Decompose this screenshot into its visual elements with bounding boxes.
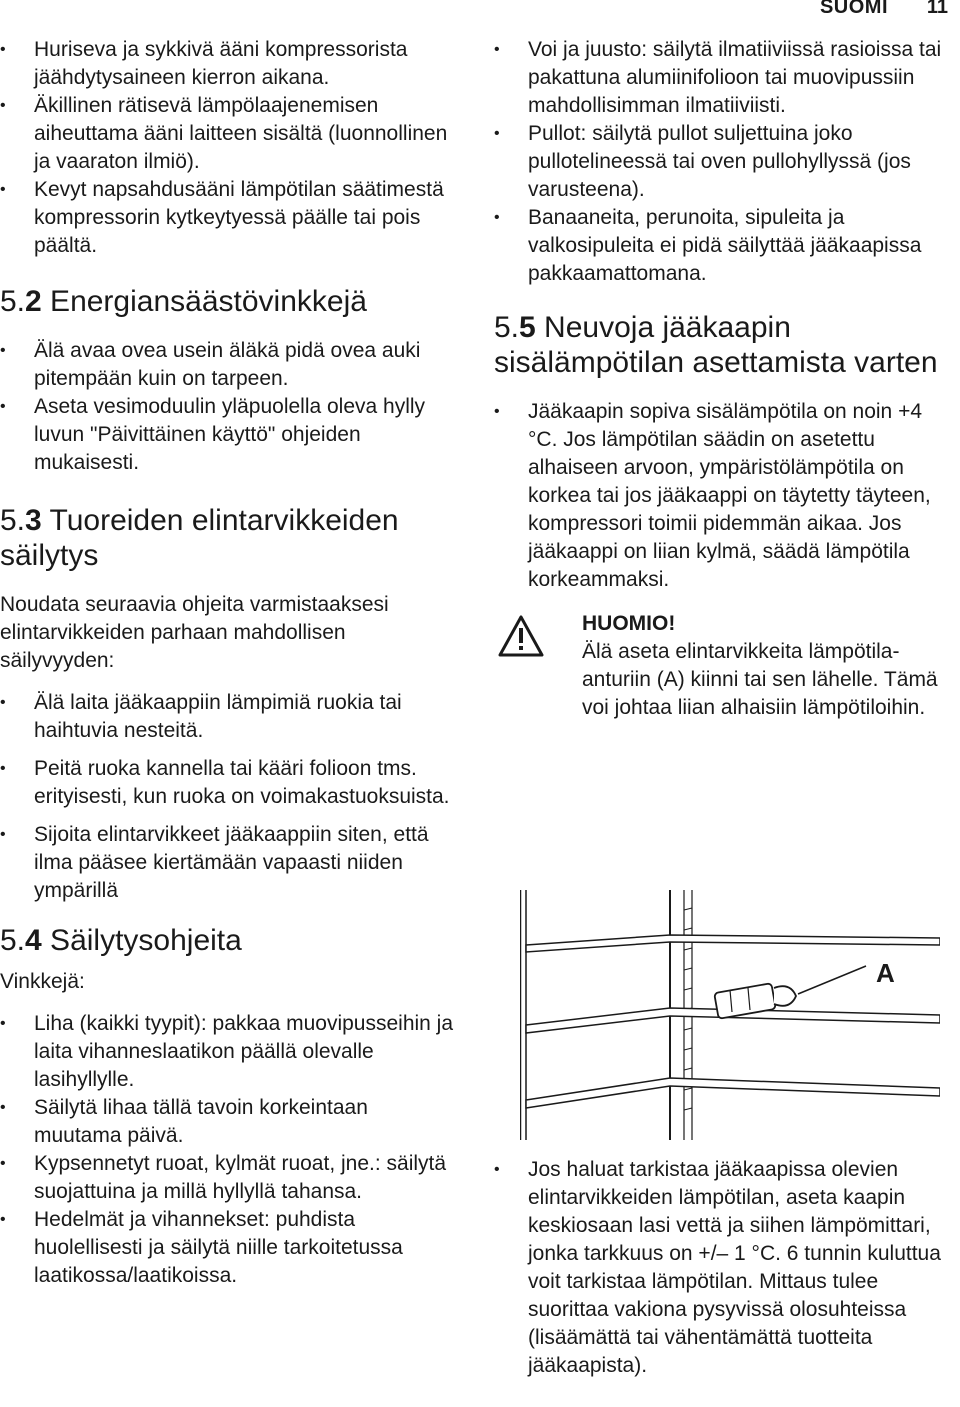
list-item: • Jääkaapin sopiva sisälämpötila on noin +4 °C. Jos lämpötilan säädin on asetettu alhaiseen arvoon, ympäristölämpötila on korkea tai jos jääkaappi on täytetty täyteen, kompressori toimii pidemmän aikaa. Jos jääkaappi on liian kylmä, säädä lämpötila korkeammaksi. — [494, 398, 949, 594]
list-item: • Sijoita elintarvikkeet jääkaappiin siten, että ilma pääsee kiertämään vapaasti niiden ympärillä — [0, 821, 455, 905]
section-intro: Vinkkejä: — [0, 970, 85, 993]
list-item: • Kevyt napsahdusääni lämpötilan säätimestä kompressorin kytkeytyessä päälle tai pois päältä. — [0, 176, 455, 260]
right-column — [494, 36, 949, 722]
warning-text: Älä aseta elintarvikkeita lämpötila-anturiin (A) kiinni tai sen lähelle. Tämä voi johtaa liian alhaisiin lämpötiloihin. — [582, 640, 938, 719]
storage-items-list — [494, 36, 949, 288]
list-item: • Voi ja juusto: säilytä ilmatiiviissä rasioissa tai pakattuna alumiinifolioon tai muovipussiin mahdollisimman ilmatiiviisti. — [494, 36, 949, 120]
temperature-tips-list — [494, 398, 949, 594]
list-item: • Pullot: säilytä pullot suljettuina joko pullotelineessä tai oven pullohyllyssä (jos varusteena). — [494, 120, 949, 204]
noise-list — [0, 36, 455, 260]
thermometer-tip-list — [494, 1156, 949, 1380]
section-intro: Noudata seuraavia ohjeita varmistaaksesi elintarvikkeiden parhaan mahdollisen säilyvyyden: — [0, 593, 389, 672]
list-item: • Huriseva ja sykkivä ääni kompressorista jäähdytysaineen kierron aikana. — [0, 36, 455, 92]
list-item: • Aseta vesimoduulin yläpuolella oleva hylly luvun "Päivittäinen käyttö" ohjeiden mukaisesti. — [0, 393, 455, 477]
section-heading-5-3: 5.3 Tuoreiden elintarvikkeiden säilytys — [0, 504, 399, 572]
fridge-illustration-drawing — [520, 890, 940, 1140]
list-item: • Peitä ruoka kannella tai kääri folioon tms. erityisesti, kun ruoka on voimakastuoksuista. — [0, 755, 455, 811]
sensor-label: A — [876, 958, 895, 988]
list-item: • Hedelmät ja vihannekset: puhdista huolellisesti ja säilytä niille tarkoitetussa laatikossa/laatikoissa. — [0, 1206, 455, 1290]
warning-triangle-icon — [498, 614, 544, 658]
left-column — [0, 36, 455, 1290]
section-heading-5-5: 5.5 Neuvoja jääkaapin sisälämpötilan asettamista varten — [494, 311, 938, 379]
warning-box — [494, 610, 949, 722]
page-number: 11 — [926, 0, 948, 18]
list-item: • Jos haluat tarkistaa jääkaapissa olevien elintarvikkeiden lämpötilan, aseta kaapin keskiosaan lasi vettä ja siihen lämpömittari, jonka tarkkuus on +/– 1 °C. 6 tunnin kuluttua voit tarkistaa lämpötilan. Mittaus tulee suorittaa vakiona pysyvissä olosuhteissa (lisäämättä tai vähentämättä tuotteita jääkaapista). — [494, 1156, 949, 1380]
list-item: • Säilytä lihaa tällä tavoin korkeintaan muutama päivä. — [0, 1094, 455, 1150]
energy-tips-list — [0, 337, 455, 477]
fridge-sensor-illustration — [520, 890, 940, 1140]
thermometer-tip — [494, 1156, 949, 1380]
section-heading-5-2: 5.2 Energiansäästövinkkejä — [0, 285, 367, 318]
list-item: • Älä avaa ovea usein äläkä pidä ovea auki pitempään kuin on tarpeen. — [0, 337, 455, 393]
fresh-food-list — [0, 689, 455, 905]
list-item: • Kypsennetyt ruoat, kylmät ruoat, jne.: säilytä suojattuina ja millä hyllyllä tahansa. — [0, 1150, 455, 1206]
warning-title: HUOMIO! — [582, 612, 676, 635]
section-label: SUOMI — [819, 0, 888, 18]
list-item: • Liha (kaikki tyypit): pakkaa muovipusseihin ja laita vihanneslaatikon päällä olevalle lasihyllylle. — [0, 1010, 455, 1094]
section-heading-5-4: 5.4 Säilytysohjeita — [0, 924, 242, 957]
list-item: • Äkillinen rätisevä lämpölaajenemisen aiheuttama ääni laitteen sisältä (luonnollinen ja vaaraton ilmiö). — [0, 92, 455, 176]
storage-tips-list — [0, 1010, 455, 1290]
list-item: • Banaaneita, perunoita, sipuleita ja valkosipuleita ei pidä säilyttää jääkaapissa pakkaamattomana. — [494, 204, 949, 288]
page-header — [0, 0, 960, 22]
list-item: • Älä laita jääkaappiin lämpimiä ruokia tai haihtuvia nesteitä. — [0, 689, 455, 745]
